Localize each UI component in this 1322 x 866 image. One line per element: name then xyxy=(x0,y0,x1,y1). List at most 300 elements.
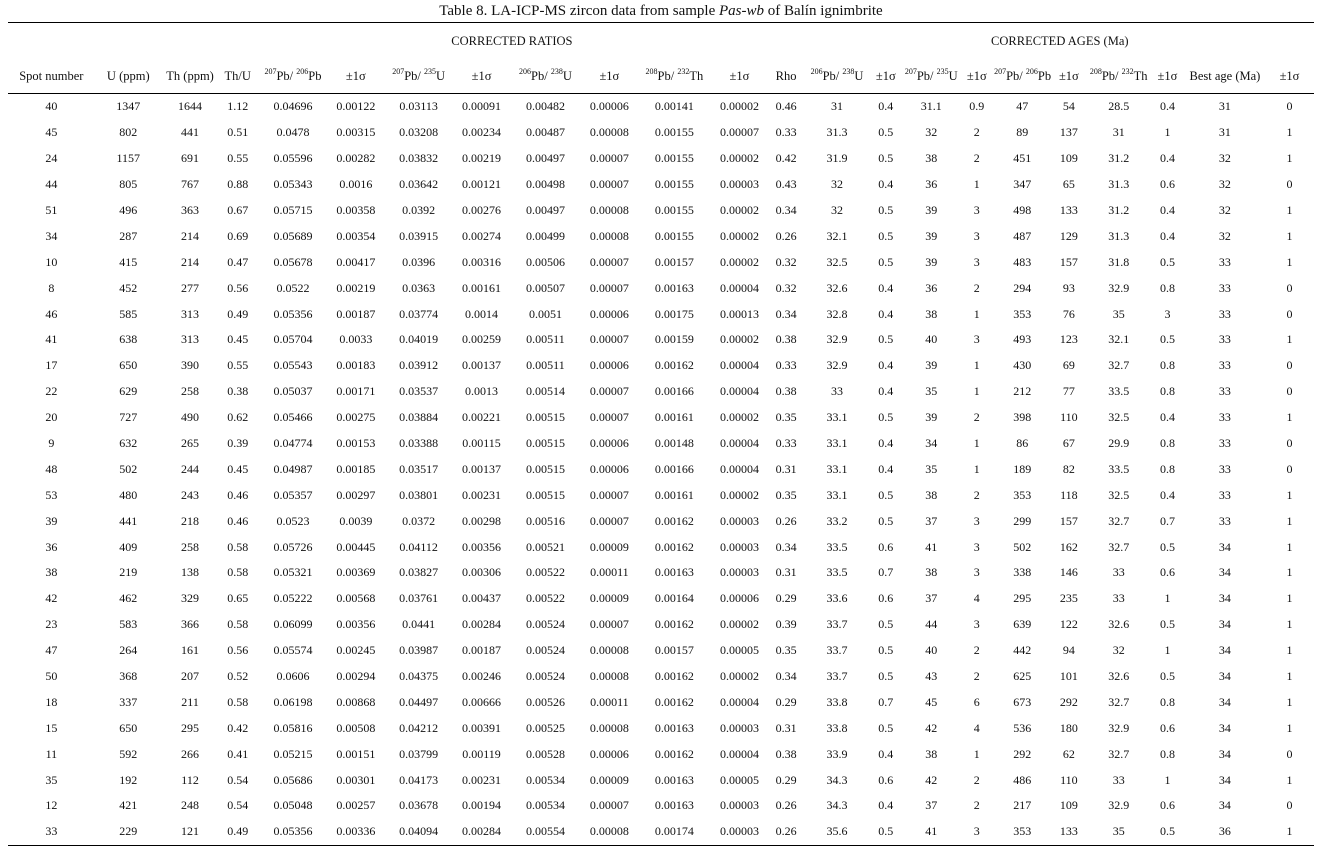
table-row xyxy=(8,405,1314,431)
table-cell: 0.6 xyxy=(878,591,894,606)
table-cell: 0.42 xyxy=(227,720,249,735)
table-cell: 23 xyxy=(45,617,58,632)
table-cell: 0.05356 xyxy=(273,306,313,321)
column-header-isotope-mass: 206 xyxy=(519,66,532,76)
table-cell: 123 xyxy=(1059,332,1078,347)
table-row xyxy=(8,223,1314,249)
table-cell: 0.04212 xyxy=(399,720,439,735)
table-cell: 258 xyxy=(181,539,200,554)
table-cell: 2 xyxy=(973,669,980,684)
table-cell: 0.00515 xyxy=(525,410,565,425)
table-cell: 2 xyxy=(973,798,980,813)
table-cell: 0.00219 xyxy=(462,151,501,166)
table-cell: 31.8 xyxy=(1108,254,1130,269)
table-cell: 0.00568 xyxy=(336,591,376,606)
table-cell: 0.55 xyxy=(227,358,249,373)
table-cell: 0.00002 xyxy=(719,669,759,684)
table-cell: 212 xyxy=(1013,384,1032,399)
table-cell: 0.4 xyxy=(878,280,894,295)
table-cell: 38 xyxy=(925,151,938,166)
table-cell: 38 xyxy=(925,487,938,502)
column-header-label: Best age (Ma) xyxy=(1189,68,1261,83)
column-header-isotope-mass: 206 xyxy=(296,66,309,76)
table-cell: 0.00007 xyxy=(589,617,629,632)
column-header-isotope-mass: 206 xyxy=(1025,66,1038,76)
table-cell: 0.5 xyxy=(1159,332,1175,347)
table-cell: 299 xyxy=(1013,513,1032,528)
table-cell: 0.00175 xyxy=(654,306,694,321)
table-cell: 33 xyxy=(1218,436,1231,451)
table-cell: 31.1 xyxy=(920,99,942,114)
table-cell: 0.00006 xyxy=(589,746,629,761)
table-cell: 0.05466 xyxy=(273,410,313,425)
table-cell: 48 xyxy=(45,461,58,476)
table-cell: 129 xyxy=(1059,228,1078,243)
table-cell: 650 xyxy=(119,358,138,373)
table-cell: 0.5 xyxy=(878,203,894,217)
table-cell: 0.00159 xyxy=(654,332,694,347)
table-cell: 34 xyxy=(1218,617,1231,632)
table-cell: 146 xyxy=(1059,565,1078,580)
column-header-isotope-mass: 208 xyxy=(645,66,658,76)
table-cell: 0.00515 xyxy=(525,487,565,502)
table-cell: 34 xyxy=(1218,746,1231,761)
table-cell: 0.6 xyxy=(878,772,894,787)
table-cell: 1347 xyxy=(116,99,141,114)
table-cell: 0.8 xyxy=(1159,436,1175,451)
table-cell: 34 xyxy=(45,228,58,243)
table-cell: 39 xyxy=(925,203,938,217)
table-cell: 0.00007 xyxy=(589,384,629,399)
table-cell: 0.00119 xyxy=(462,746,501,761)
table-cell: 1 xyxy=(1286,151,1293,166)
table-cell: 0.38 xyxy=(775,384,797,399)
table-cell: 0.00162 xyxy=(654,694,694,709)
table-cell: 0.88 xyxy=(227,177,249,192)
column-header-isotope-symbol: U xyxy=(562,68,572,83)
table-cell: 0.00006 xyxy=(589,461,629,476)
table-cell: 34 xyxy=(1218,772,1231,787)
table-cell: 0.00231 xyxy=(462,487,501,502)
table-cell: 1 xyxy=(973,746,980,761)
table-cell: 0.5 xyxy=(878,410,894,425)
table-cell: 502 xyxy=(119,461,138,476)
table-cell: 36 xyxy=(45,539,58,554)
column-header-isotope-mass: 238 xyxy=(550,66,563,76)
table-cell: 44 xyxy=(925,617,938,632)
table-cell: 0.00506 xyxy=(525,254,565,269)
table-cell: 805 xyxy=(119,177,138,192)
table-cell: 727 xyxy=(119,410,138,425)
table-row xyxy=(8,560,1314,586)
table-cell: 0.4 xyxy=(878,177,894,192)
table-cell: 496 xyxy=(119,203,138,217)
table-row xyxy=(8,586,1314,612)
column-header xyxy=(383,59,455,94)
table-cell: 0.00151 xyxy=(336,746,376,761)
table-cell: 0.00003 xyxy=(719,177,759,192)
table-cell: 0.00011 xyxy=(590,565,629,580)
table-cell: 398 xyxy=(1013,410,1032,425)
table-cell: 33 xyxy=(1218,280,1231,295)
table-cell: 0.03912 xyxy=(399,358,439,373)
table-cell: 35 xyxy=(1087,819,1150,845)
table-cell: 0.00163 xyxy=(654,280,694,295)
table-cell: 35 xyxy=(925,384,938,399)
table-cell: 0.00868 xyxy=(336,694,376,709)
table-cell: 1 xyxy=(1164,643,1171,658)
table-cell: 0.6 xyxy=(1159,798,1175,813)
table-cell: 1 xyxy=(973,358,980,373)
table-caption xyxy=(0,2,1322,20)
table-cell: 35 xyxy=(1112,306,1125,321)
table-cell: 353 xyxy=(1013,306,1032,321)
table-cell: 0 xyxy=(1286,798,1293,813)
column-header-isotope-symbol: Pb xyxy=(1037,68,1052,83)
table-cell: 244 xyxy=(181,461,200,476)
table-cell: 89 xyxy=(1016,125,1029,140)
column-header-isotope-symbol: Pb/ xyxy=(657,68,678,83)
table-cell: 0.00497 xyxy=(525,151,565,166)
table-cell: 24 xyxy=(45,151,58,166)
table-cell: 0.58 xyxy=(227,617,249,632)
table-cell: 0.26 xyxy=(775,513,797,528)
table-cell: 40 xyxy=(45,99,58,114)
table-cell: 0.00141 xyxy=(654,99,694,114)
table-cell: 2 xyxy=(973,280,980,295)
column-header-isotope-mass: 232 xyxy=(1121,66,1134,76)
table-cell: 0.58 xyxy=(227,565,249,580)
table-cell: 0.00316 xyxy=(462,254,501,269)
table-cell: 0.00002 xyxy=(719,487,759,502)
table-cell: 0.00497 xyxy=(525,203,565,217)
column-header xyxy=(959,59,994,94)
table-cell: 22 xyxy=(45,384,58,399)
table-cell: 101 xyxy=(1059,669,1078,684)
table-cell: 32.6 xyxy=(1108,617,1130,632)
table-cell: 0.00003 xyxy=(719,565,759,580)
table-cell: 292 xyxy=(1059,694,1078,709)
column-header-label: ±1σ xyxy=(875,68,896,83)
table-cell: 0.05215 xyxy=(273,746,313,761)
table-cell: 0.42 xyxy=(775,151,797,166)
column-header xyxy=(868,59,903,94)
table-cell: 33.1 xyxy=(826,436,848,451)
column-header xyxy=(806,59,869,94)
column-header-isotope-mass: 207 xyxy=(392,66,405,76)
table-cell: 33 xyxy=(1218,306,1231,321)
table-cell: 0.0363 xyxy=(402,280,436,295)
table-cell: 4 xyxy=(973,720,980,735)
table-cell: 39 xyxy=(45,513,58,528)
table-cell: 0.04497 xyxy=(399,694,439,709)
table-cell: 0.0372 xyxy=(402,513,436,528)
column-header xyxy=(994,59,1050,94)
table-cell: 0.03517 xyxy=(399,461,439,476)
table-cell: 0.5 xyxy=(878,513,894,528)
table-cell: 0.00301 xyxy=(336,772,376,787)
table-cell: 34 xyxy=(1218,565,1231,580)
table-cell: 0.46 xyxy=(227,513,249,528)
column-header-row xyxy=(8,59,1314,94)
table-cell: 248 xyxy=(181,798,200,813)
table-cell: 31.9 xyxy=(826,151,848,166)
table-cell: 0.00514 xyxy=(525,384,565,399)
table-cell: 42 xyxy=(925,720,938,735)
table-cell: 0.00515 xyxy=(525,461,565,476)
table-cell: 0.4 xyxy=(1159,228,1175,243)
table-cell: 0.00008 xyxy=(589,643,629,658)
table-cell: 0.00155 xyxy=(654,203,694,217)
table-cell: 12 xyxy=(45,798,58,813)
column-header-isotope-symbol: U xyxy=(854,68,864,83)
table-cell: 62 xyxy=(1062,746,1075,761)
table-cell: 110 xyxy=(1060,772,1078,787)
table-cell: 0.04696 xyxy=(273,99,313,114)
table-cell: 1 xyxy=(1286,772,1293,787)
table-cell: 33.7 xyxy=(826,669,848,684)
table-cell: 93 xyxy=(1062,280,1075,295)
table-cell: 15 xyxy=(45,720,58,735)
table-cell: 33.5 xyxy=(826,539,848,554)
table-cell: 0.00354 xyxy=(336,228,376,243)
table-cell: 2 xyxy=(973,151,980,166)
table-cell: 0.03388 xyxy=(399,436,439,451)
group-header-ratios: CORRECTED RATIOS xyxy=(257,23,766,60)
table-cell: 480 xyxy=(119,487,138,502)
table-cell: 0.38 xyxy=(775,746,797,761)
column-header xyxy=(257,59,329,94)
table-cell: 0.34 xyxy=(775,539,797,554)
table-cell: 0.00315 xyxy=(336,125,376,140)
table-cell: 0.00122 xyxy=(336,99,376,114)
table-cell: 1 xyxy=(973,461,980,476)
table-cell: 0.5 xyxy=(1150,819,1185,845)
table-cell: 189 xyxy=(1013,461,1032,476)
table-cell: 32.7 xyxy=(1108,513,1130,528)
table-cell: 1 xyxy=(1164,772,1171,787)
caption-prefix: Table 8. LA-ICP-MS zircon data from sample xyxy=(439,3,719,19)
table-cell: 0.00298 xyxy=(462,513,501,528)
table-cell: 0.4 xyxy=(1159,151,1175,166)
table-cell: 0.5 xyxy=(878,332,894,347)
table-cell: 40 xyxy=(925,332,938,347)
table-cell: 32 xyxy=(1218,228,1231,243)
table-cell: 162 xyxy=(1059,539,1078,554)
table-cell: 0.00522 xyxy=(525,565,565,580)
table-cell: 0.00003 xyxy=(719,720,759,735)
table-cell: 32.8 xyxy=(826,306,848,321)
column-header xyxy=(8,59,95,94)
table-cell: 0.00164 xyxy=(654,591,694,606)
column-header-isotope-symbol: Pb/ xyxy=(531,68,551,83)
table-cell: 33 xyxy=(1218,384,1231,399)
table-cell: 0.00356 xyxy=(336,617,376,632)
table-cell: 1 xyxy=(1286,125,1293,140)
table-cell: 32 xyxy=(1112,643,1125,658)
table-cell: 32.9 xyxy=(1108,798,1130,813)
column-header-label: ±1σ xyxy=(729,68,750,83)
table-cell: 0.69 xyxy=(227,228,249,243)
table-cell: 0.39 xyxy=(227,436,249,451)
table-cell: 33 xyxy=(1218,410,1231,425)
table-cell: 0.4 xyxy=(1159,203,1175,217)
table-cell: 585 xyxy=(119,306,138,321)
table-row xyxy=(8,715,1314,741)
table-cell: 218 xyxy=(181,513,200,528)
table-cell: 33.5 xyxy=(1108,461,1130,476)
table-cell: 34 xyxy=(1218,720,1231,735)
table-cell: 0.03915 xyxy=(399,228,439,243)
table-cell: 32 xyxy=(925,125,938,140)
table-cell: 0.56 xyxy=(227,280,249,295)
table-cell: 0.05343 xyxy=(273,177,313,192)
table-cell: 415 xyxy=(119,254,138,269)
table-cell: 2 xyxy=(973,125,980,140)
table-cell: 0.00521 xyxy=(525,539,565,554)
table-cell: 0.49 xyxy=(218,819,257,845)
table-cell: 33 xyxy=(831,384,843,399)
table-cell: 0.00009 xyxy=(589,591,629,606)
table-cell: 32 xyxy=(831,177,843,192)
table-cell: 54 xyxy=(1062,99,1075,114)
table-cell: 0.00306 xyxy=(462,565,501,580)
table-cell: 266 xyxy=(181,746,200,761)
table-cell: 0.06099 xyxy=(273,617,313,632)
table-cell: 0.67 xyxy=(227,203,249,217)
table-cell: 3 xyxy=(973,332,980,347)
table-cell: 0.00487 xyxy=(525,125,565,140)
table-row xyxy=(8,741,1314,767)
table-cell: 157 xyxy=(1059,254,1078,269)
table-cell: 0.5 xyxy=(1159,539,1175,554)
table-cell: 767 xyxy=(181,177,200,192)
table-cell: 0.05596 xyxy=(273,151,313,166)
table-cell: 1157 xyxy=(116,151,141,166)
table-cell: 0.00007 xyxy=(589,513,629,528)
table-cell: 3 xyxy=(973,228,980,243)
table-row xyxy=(8,172,1314,198)
table-cell: 0.00008 xyxy=(589,203,629,217)
table-cell: 0.8 xyxy=(1159,461,1175,476)
table-cell: 0.00162 xyxy=(654,669,694,684)
column-header-isotope-mass: 208 xyxy=(1089,66,1102,76)
table-cell: 0.05543 xyxy=(273,358,313,373)
table-cell: 0.00007 xyxy=(589,410,629,425)
table-cell: 1 xyxy=(1286,643,1293,658)
column-header-label: ±1σ xyxy=(966,68,987,83)
table-row xyxy=(8,534,1314,560)
table-cell: 2 xyxy=(973,772,980,787)
table-cell: 32.5 xyxy=(1108,487,1130,502)
table-cell: 0.00498 xyxy=(525,177,565,192)
table-cell: 0.31 xyxy=(775,461,797,476)
table-cell: 498 xyxy=(1013,203,1032,217)
zircon-data-table xyxy=(8,22,1314,846)
table-cell: 292 xyxy=(1013,746,1032,761)
table-cell: 0.6 xyxy=(1159,720,1175,735)
table-row xyxy=(8,249,1314,275)
table-cell: 31 xyxy=(831,99,843,114)
table-cell: 442 xyxy=(1013,643,1032,658)
table-cell: 0.29 xyxy=(775,694,797,709)
table-cell: 157 xyxy=(1059,513,1078,528)
table-cell: 0.05356 xyxy=(257,819,329,845)
table-cell: 483 xyxy=(1013,254,1032,269)
table-row xyxy=(8,664,1314,690)
table-cell: 32 xyxy=(1218,151,1231,166)
table-cell: 45 xyxy=(45,125,58,140)
table-cell: 0.38 xyxy=(227,384,249,399)
table-body xyxy=(8,94,1314,846)
table-cell: 295 xyxy=(181,720,200,735)
table-cell: 0.46 xyxy=(227,487,249,502)
table-cell: 0.05037 xyxy=(273,384,313,399)
table-cell: 18 xyxy=(45,694,58,709)
table-cell: 451 xyxy=(1013,151,1032,166)
table-cell: 0.00161 xyxy=(654,410,694,425)
table-row xyxy=(8,819,1314,845)
table-cell: 1 xyxy=(1286,332,1293,347)
table-cell: 76 xyxy=(1062,306,1075,321)
table-cell: 32.6 xyxy=(1108,669,1130,684)
table-cell: 337 xyxy=(119,694,138,709)
table-cell: 0.35 xyxy=(775,410,797,425)
table-cell: 219 xyxy=(119,565,138,580)
table-cell: 0.00524 xyxy=(525,669,565,684)
table-cell: 0.8 xyxy=(1159,746,1175,761)
table-cell: 0.04094 xyxy=(383,819,455,845)
table-cell: 0.00554 xyxy=(509,819,583,845)
table-cell: 0.0392 xyxy=(402,203,436,217)
table-cell: 441 xyxy=(119,513,138,528)
table-cell: 0.00007 xyxy=(589,254,629,269)
table-cell: 207 xyxy=(181,669,200,684)
table-cell: 0.8 xyxy=(1159,280,1175,295)
table-cell: 430 xyxy=(1013,358,1032,373)
table-cell: 9 xyxy=(48,436,55,451)
table-cell: 0.4 xyxy=(1159,487,1175,502)
table-cell: 0.54 xyxy=(227,798,249,813)
table-cell: 1 xyxy=(1286,669,1293,684)
caption-sample: Pas-wb xyxy=(718,3,764,19)
table-cell: 0.00234 xyxy=(462,125,501,140)
table-cell: 33 xyxy=(1218,487,1231,502)
table-cell: 77 xyxy=(1062,384,1075,399)
table-cell: 0.5 xyxy=(878,125,894,140)
table-cell: 1 xyxy=(973,436,980,451)
table-cell: 0.00161 xyxy=(654,487,694,502)
table-cell: 3 xyxy=(973,565,980,580)
table-cell: 2 xyxy=(973,410,980,425)
table-cell: 0.00194 xyxy=(462,798,501,813)
table-row xyxy=(8,379,1314,405)
table-cell: 0.4 xyxy=(878,798,894,813)
column-header xyxy=(767,59,806,94)
table-cell: 35 xyxy=(925,461,938,476)
table-cell: 0.00155 xyxy=(654,228,694,243)
table-cell: 421 xyxy=(119,798,138,813)
column-header-label: Th/U xyxy=(224,68,251,83)
table-row xyxy=(8,94,1314,120)
table-cell: 295 xyxy=(1013,591,1032,606)
table-cell: 39 xyxy=(925,228,938,243)
table-cell: 33.5 xyxy=(826,565,848,580)
table-cell: 490 xyxy=(181,410,200,425)
table-cell: 3 xyxy=(973,254,980,269)
table-cell: 121 xyxy=(162,819,218,845)
table-cell: 37 xyxy=(925,591,938,606)
